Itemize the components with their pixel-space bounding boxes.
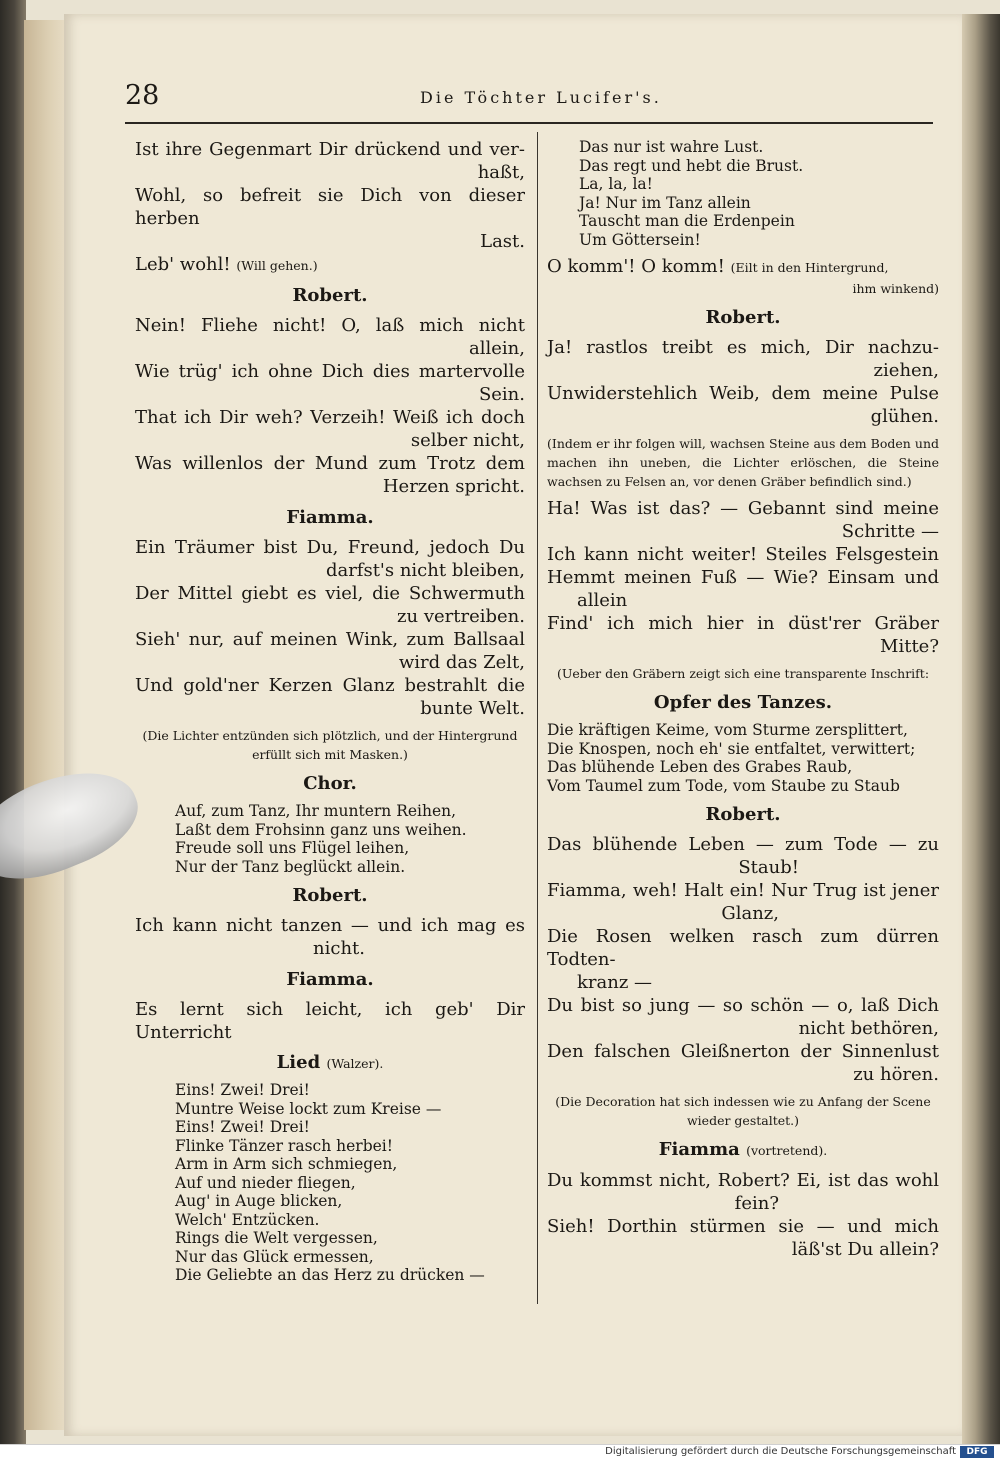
verse-line: Hemmt meinen Fuß — Wie? Einsam und	[547, 567, 939, 588]
song-line: Nur das Glück ermessen,	[175, 1247, 374, 1266]
verse-continuation: kranz —	[577, 972, 653, 993]
song-line: Das nur ist wahre Lust.	[579, 138, 764, 156]
verse-continuation: fein?	[734, 1193, 779, 1214]
left-column	[135, 138, 525, 1285]
verse-continuation: zu vertreiben.	[397, 606, 525, 627]
verse-line: Ja! rastlos treibt es mich, Dir nachzu-	[547, 337, 939, 358]
verse-line: Sieh' nur, auf meinen Wink, zum Ballsaal	[135, 629, 525, 650]
verse-continuation: wird das Zelt,	[398, 652, 525, 673]
song-line: Aug' in Auge blicken,	[175, 1192, 343, 1210]
verse-line: Fiamma, weh! Halt ein! Nur Trug ist jener	[547, 880, 939, 901]
song-title-subtitle: (Walzer).	[326, 1056, 384, 1071]
stage-direction-line: und machen ihn uneben, die Lichter erlöschen, die Steine	[547, 436, 939, 470]
speaker-name: Fiamma.	[286, 507, 374, 528]
stage-direction	[547, 1092, 939, 1130]
verse-text: O komm'! O komm!	[547, 256, 725, 277]
verse-continuation: Sein.	[478, 384, 525, 405]
song-line: Laßt dem Frohsinn ganz uns weihen.	[175, 820, 467, 839]
verse-line: Ist ihre Gegenmart Dir drückend und ver-	[135, 139, 525, 160]
dfg-logo: DFG	[960, 1446, 994, 1458]
stage-direction-line: (Die Lichter entzünden sich plötzlich, und der Hintergrund	[142, 728, 518, 743]
verse-line: Find' ich mich hier in düst'rer Gräber	[547, 613, 939, 634]
right-column	[547, 138, 939, 1261]
verse-continuation: Last.	[480, 231, 525, 252]
verse-text: Leb' wohl!	[135, 254, 231, 275]
verse-line: Ich kann nicht tanzen — und ich mag es	[135, 915, 525, 936]
page-number: 28	[125, 80, 160, 111]
page-edge-left	[24, 20, 67, 1430]
verse-line: Was willenlos der Mund zum Trotz dem	[135, 453, 525, 474]
verse-line: Nein! Fliehe nicht! O, laß mich nicht	[135, 315, 525, 336]
page-edge-right	[962, 14, 1000, 1444]
verse-continuation: Schritte —	[841, 521, 939, 542]
verse-continuation: selber nicht,	[410, 430, 525, 451]
verse-continuation: Glanz,	[721, 903, 779, 924]
column-divider	[537, 132, 538, 1304]
verse-continuation: ziehen,	[873, 360, 939, 381]
header-rule	[125, 122, 933, 124]
inscription-line: Die Knospen, noch eh' sie entfaltet, verwittert;	[547, 739, 916, 758]
stage-direction: (Eilt in den Hintergrund,	[730, 260, 889, 275]
stage-direction: (Will gehen.)	[236, 258, 318, 273]
speaker-name	[547, 1136, 939, 1165]
song-title	[135, 1050, 525, 1077]
verse-line: Wohl, so befreit sie Dich von dieser herben	[135, 185, 525, 229]
song-line: Die Geliebte an das Herz zu drücken —	[175, 1266, 485, 1284]
verse-line: Und gold'ner Kerzen Glanz bestrahlt die	[135, 675, 525, 696]
verse-line: Ich kann nicht weiter! Steiles Felsgestein	[547, 544, 939, 565]
verse-continuation: bunte Welt.	[420, 698, 525, 719]
speaker-text: Fiamma	[658, 1139, 740, 1160]
song-line: Rings die Welt vergessen,	[175, 1229, 378, 1247]
inscription-title: Opfer des Tanzes.	[653, 692, 833, 713]
verse-continuation: Staub!	[738, 857, 799, 878]
verse-line: Der Mittel giebt es viel, die Schwermuth	[135, 583, 525, 604]
verse-line: Du bist so jung — so schön — o, laß Dich	[547, 995, 939, 1016]
stage-direction-line: (Indem er ihr folgen will, wachsen Steine aus dem Boden	[547, 436, 911, 451]
verse-continuation: darfst's nicht bleiben,	[325, 560, 525, 581]
stage-direction-line: wachsen zu Felsen an, vor denen Gräber befindlich sind.)	[547, 474, 912, 489]
song-line: Auf und nieder fliegen,	[175, 1173, 356, 1192]
verse-line: Du kommst nicht, Robert? Ei, ist das wohl	[547, 1170, 939, 1191]
song-line: Nur der Tanz beglückt allein.	[175, 857, 406, 876]
verse-line: Ein Träumer bist Du, Freund, jedoch Du	[135, 537, 525, 558]
verse-line: Unwiderstehlich Weib, dem meine Pulse	[547, 383, 939, 404]
inscription-line: Vom Taumel zum Tode, vom Staube zu Staub	[547, 776, 900, 795]
song-line: Eins! Zwei! Drei!	[175, 1081, 310, 1099]
song-line: Um Göttersein!	[579, 230, 701, 249]
song-line: Ja! Nur im Tanz allein	[579, 193, 751, 212]
verse-line: Es lernt sich leicht, ich geb' Dir Unterricht	[135, 999, 525, 1043]
verse-continuation: allein	[577, 590, 628, 611]
speaker-name: Fiamma.	[286, 969, 374, 990]
song-line: Tauscht man die Erdenpein	[579, 212, 795, 230]
speaker-name: Chor.	[303, 773, 357, 794]
stage-direction: (Ueber den Gräbern zeigt sich eine transparente Inschrift:	[556, 666, 930, 681]
stage-direction-line: erfüllt sich mit Masken.)	[252, 747, 408, 762]
stage-direction	[547, 434, 939, 491]
verse-line: Wie trüg' ich ohne Dich dies martervolle	[135, 361, 525, 382]
song-title-text: Lied	[276, 1052, 321, 1073]
stage-direction-line: (Die Decoration hat sich indessen wie zu Anfang der Scene	[555, 1094, 931, 1109]
verse-continuation: nicht.	[313, 938, 365, 959]
speaker-name: Robert.	[292, 885, 368, 906]
book-spine	[0, 0, 26, 1444]
verse-line: Sieh! Dorthin stürmen sie — und mich	[547, 1216, 939, 1237]
verse-line: Das blühende Leben — zum Tode — zu	[547, 834, 939, 855]
verse-continuation: glühen.	[870, 406, 939, 427]
speaker-name: Robert.	[705, 307, 781, 328]
footer-credit: Digitalisierung gefördert durch die Deutsche Forschungsgemeinschaft	[605, 1446, 956, 1457]
verse-continuation: Mitte?	[880, 636, 939, 657]
stage-direction: ihm winkend)	[852, 281, 939, 296]
stage-direction-line: wieder gestaltet.)	[686, 1113, 800, 1128]
song-line: Arm in Arm sich schmiegen,	[175, 1155, 398, 1173]
song-line: Freude soll uns Flügel leihen,	[175, 839, 410, 857]
verse-continuation: nicht bethören,	[798, 1018, 939, 1039]
song-line: Welch' Entzücken.	[175, 1210, 320, 1229]
song-line: La, la, la!	[579, 175, 653, 193]
song-line: Auf, zum Tanz, Ihr muntern Reihen,	[175, 802, 457, 820]
stage-direction: (vortretend).	[746, 1143, 828, 1158]
verse-continuation: allein,	[469, 338, 525, 359]
speaker-name: Robert.	[292, 285, 368, 306]
inscription-line: Die kräftigen Keime, vom Sturme zersplittert,	[547, 721, 908, 739]
song-line: Das regt und hebt die Brust.	[579, 156, 804, 175]
song-line: Muntre Weise lockt zum Kreise —	[175, 1099, 442, 1118]
song-line: Eins! Zwei! Drei!	[175, 1118, 310, 1136]
running-header: Die Töchter Lucifer's.	[420, 88, 662, 107]
inscription-line: Das blühende Leben des Grabes Raub,	[547, 758, 853, 776]
song-line: Flinke Tänzer rasch herbei!	[175, 1136, 393, 1155]
verse-line	[135, 253, 525, 276]
stage-direction	[135, 726, 525, 764]
verse-line: Den falschen Gleißnerton der Sinnenlust	[547, 1041, 939, 1062]
verse-line	[547, 255, 939, 279]
verse-continuation: Herzen spricht.	[382, 476, 525, 497]
speaker-name: Robert.	[705, 804, 781, 825]
verse-line: Ha! Was ist das? — Gebannt sind meine	[547, 498, 939, 519]
verse-continuation: zu hören.	[853, 1064, 939, 1085]
verse-continuation: haßt,	[477, 162, 525, 183]
verse-continuation: läß'st Du allein?	[791, 1239, 939, 1260]
verse-line: That ich Dir weh? Verzeih! Weiß ich doch	[135, 407, 525, 428]
verse-line: Die Rosen welken rasch zum dürren Todten-	[547, 926, 939, 970]
